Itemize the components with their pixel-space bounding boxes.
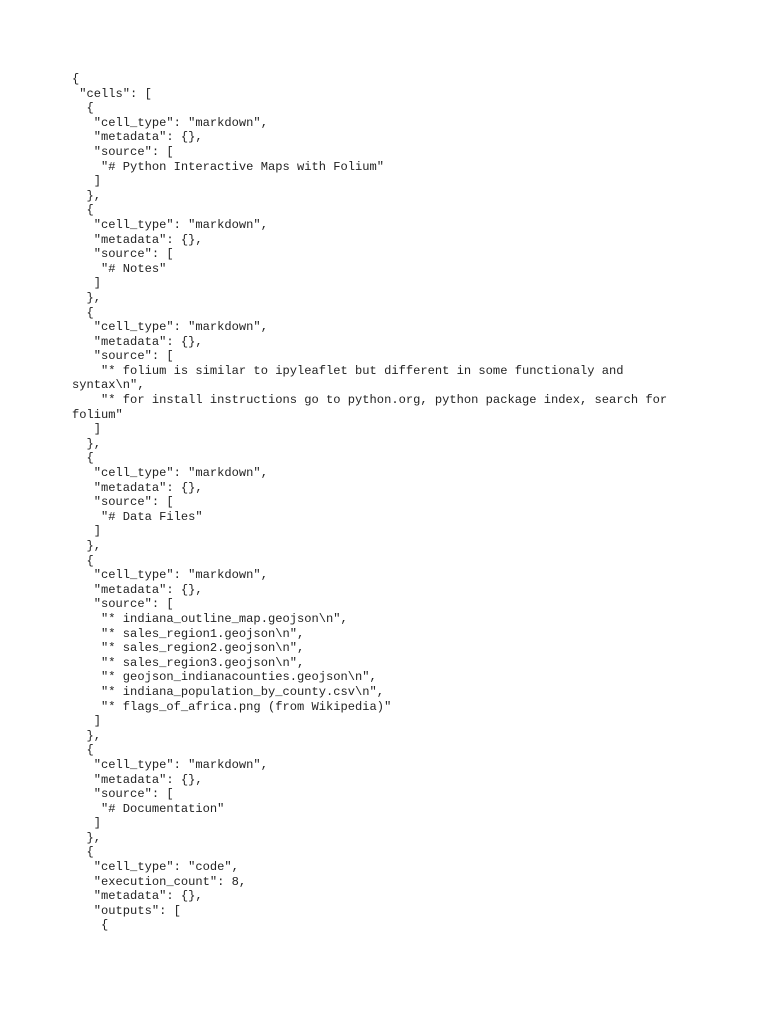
code-line: "# Documentation" <box>72 801 225 816</box>
code-line: folium" <box>72 407 123 422</box>
code-line: }, <box>72 539 102 553</box>
code-line: ] <box>72 714 102 729</box>
code-line: { <box>72 305 94 320</box>
code-line: "source": [ <box>72 495 174 510</box>
code-line: }, <box>72 436 102 451</box>
code-line: ] <box>72 816 102 831</box>
code-line: "cells": [ <box>72 86 152 101</box>
code-line: { <box>72 72 80 86</box>
code-line: "* flags_of_africa.png (from Wikipedia)" <box>72 699 392 714</box>
code-line: "source": [ <box>72 787 174 802</box>
code-line: "* for install instructions go to python.org, python package index, search for <box>72 393 668 408</box>
code-line: "* sales_region2.geojson\n", <box>72 641 305 656</box>
notebook-json-text <box>72 72 712 933</box>
code-line: "metadata": {}, <box>72 480 203 495</box>
code-line: ] <box>72 422 102 437</box>
code-line: "source": [ <box>72 349 174 364</box>
code-line: }, <box>72 728 102 743</box>
code-line: { <box>72 451 94 466</box>
code-line: "source": [ <box>72 597 174 612</box>
code-line: "outputs": [ <box>72 903 181 918</box>
code-line: "metadata": {}, <box>72 772 203 787</box>
code-line: "metadata": {}, <box>72 232 203 247</box>
code-line: { <box>72 743 94 758</box>
code-line: "metadata": {}, <box>72 889 203 904</box>
code-line: "source": [ <box>72 247 174 262</box>
code-line: { <box>72 918 109 933</box>
code-line: "* sales_region1.geojson\n", <box>72 626 305 641</box>
code-line: { <box>72 845 94 860</box>
code-line: "cell_type": "markdown", <box>72 115 268 130</box>
code-line: "cell_type": "markdown", <box>72 757 268 772</box>
code-line: "metadata": {}, <box>72 582 203 597</box>
code-line: "source": [ <box>72 144 174 159</box>
code-line: { <box>72 101 94 116</box>
code-line: "execution_count": 8, <box>72 874 247 889</box>
code-line: ] <box>72 524 102 539</box>
code-line: "* indiana_population_by_county.csv\n", <box>72 684 385 699</box>
code-line: }, <box>72 830 102 845</box>
code-line: syntax\n", <box>72 378 145 393</box>
code-line: "cell_type": "markdown", <box>72 217 268 232</box>
code-line: ] <box>72 276 102 291</box>
code-line: "cell_type": "code", <box>72 860 239 875</box>
code-line: "metadata": {}, <box>72 130 203 145</box>
code-line: "* indiana_outline_map.geojson\n", <box>72 611 348 626</box>
code-line: "* folium is similar to ipyleaflet but different in some functionaly and <box>72 363 624 378</box>
code-line: ] <box>72 174 102 189</box>
code-line: "cell_type": "markdown", <box>72 568 268 583</box>
code-line: "# Notes" <box>72 261 167 276</box>
code-line: { <box>72 553 94 568</box>
code-line: "cell_type": "markdown", <box>72 466 268 481</box>
code-line: "cell_type": "markdown", <box>72 320 268 335</box>
code-line: }, <box>72 188 102 203</box>
code-line: { <box>72 203 94 218</box>
code-line: "# Data Files" <box>72 509 203 524</box>
code-line: "* sales_region3.geojson\n", <box>72 655 305 670</box>
code-line: "metadata": {}, <box>72 334 203 349</box>
code-line: "* geojson_indianacounties.geojson\n", <box>72 670 377 685</box>
code-line: "# Python Interactive Maps with Folium" <box>72 159 385 174</box>
code-line: }, <box>72 290 102 305</box>
